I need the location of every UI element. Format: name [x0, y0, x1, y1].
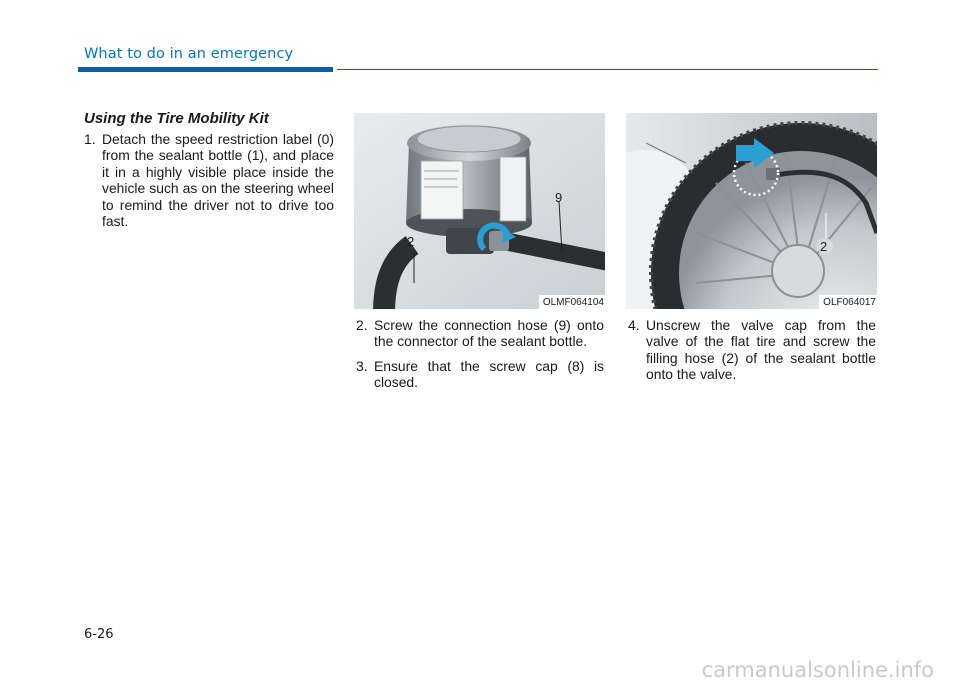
- header-rule-thin: [337, 69, 878, 71]
- steps-column-2: [356, 317, 604, 399]
- steps-column-1: [84, 131, 334, 237]
- step-item: [84, 131, 334, 229]
- step-text: Ensure that the screw cap (8) is closed.: [374, 357, 604, 391]
- tire-valve-illustration: [626, 113, 877, 309]
- page-number: 6-26: [84, 627, 114, 642]
- figure-tire-valve: [626, 113, 877, 309]
- step-text: Detach the speed restriction label (0) from the sealant bottle (1), and place it in a highly visible place inside the vehicle such as on the steering wheel to remind the driver not to drive too fast.: [102, 131, 334, 230]
- header-rule-thick: [78, 67, 333, 72]
- steps-column-3: [628, 317, 876, 391]
- callout-2: 2: [407, 234, 415, 249]
- figure-code: OLF064017: [819, 295, 877, 309]
- step-number: 3.: [356, 357, 368, 374]
- sealant-bottle-illustration: [354, 113, 605, 309]
- step-number: 1.: [84, 131, 96, 147]
- step-text: Unscrew the valve cap from the valve of the flat tire and screw the filling hose (2) of the sealant bottle onto the valve.: [646, 317, 876, 383]
- figure-code: OLMF064104: [539, 295, 605, 309]
- step-item: [356, 358, 604, 391]
- step-text: Screw the connection hose (9) onto the connector of the sealant bottle.: [374, 317, 604, 350]
- step-number: 4.: [628, 317, 640, 333]
- figure-sealant-bottle: [354, 113, 605, 309]
- watermark: carmanualsonline.info: [701, 658, 934, 682]
- section-header-title: What to do in an emergency: [84, 46, 294, 62]
- section-title: Using the Tire Mobility Kit: [84, 110, 269, 127]
- step-item: [356, 317, 604, 350]
- callout-9: 9: [555, 190, 563, 205]
- callout-2: 2: [820, 239, 828, 254]
- step-item: [628, 317, 876, 383]
- step-number: 2.: [356, 317, 368, 333]
